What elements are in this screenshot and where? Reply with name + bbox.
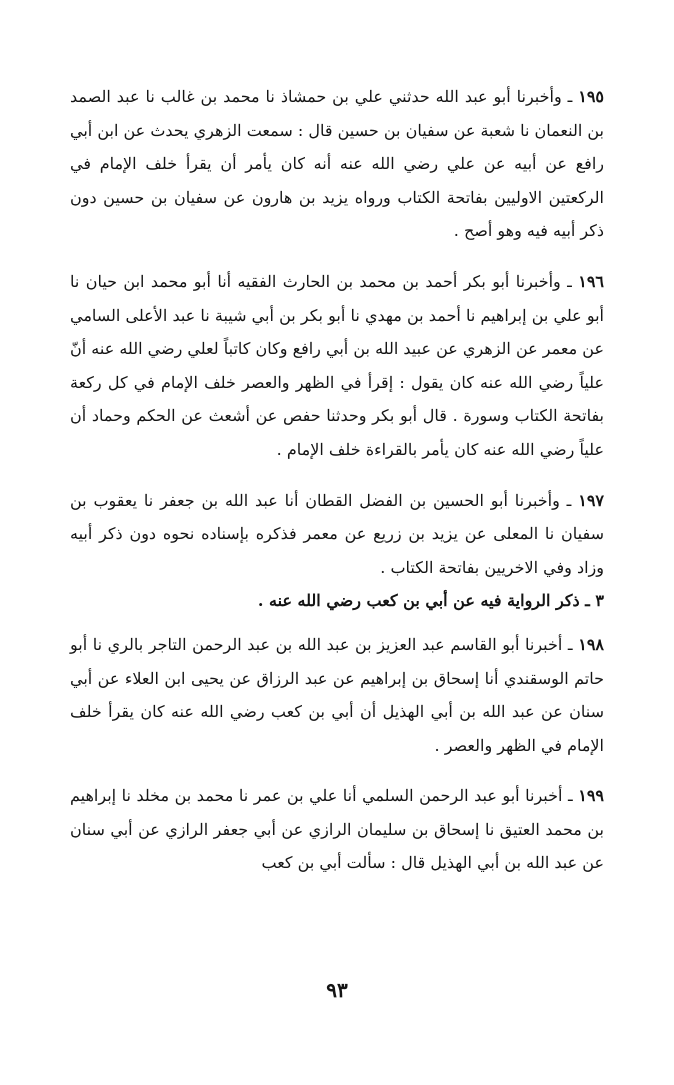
hadith-199 bbox=[70, 779, 604, 880]
hadith-text: ـ وأخبرنا أبو عبد الله حدثني علي بن حمشاذ نا محمد بن غالب نا عبد الصمد بن النعمان نا شعبة عن سفيان بن حسين قال : سمعت الزهري يحدث عن ابن أبي رافع عن أبيه عن علي رضي الله عنه أنه كان يأمر أن يقرأ خلف الإمام في الركعتين الاوليين بفاتحة الكتاب ورواه يزيد بن هارون عن سفيان بن حسين دون ذكر أبيه فيه وهو أصح . bbox=[70, 87, 604, 241]
hadith-198 bbox=[70, 628, 604, 762]
paragraph-gap bbox=[70, 762, 604, 779]
hadith-196 bbox=[70, 265, 604, 467]
paragraph-gap bbox=[70, 248, 604, 265]
hadith-number: ١٩٨ bbox=[578, 634, 604, 654]
hadith-text: ـ وأخبرنا أبو الحسين بن الفضل القطان أنا عبد الله بن جعفر نا يعقوب بن سفيان نا المعلى عن يزيد بن زريع عن معمر فذكره بإسناده نحوه دون ذكر أبيه وزاد وفي الاخريين بفاتحة الكتاب . bbox=[70, 490, 604, 577]
page-number: ٩٣ bbox=[326, 978, 348, 1002]
hadith-text: ـ أخبرنا أبو عبد الرحمن السلمي أنا علي بن عمر نا محمد بن مخلد نا إبراهيم بن محمد العتيق نا إسحاق بن سليمان الرازي عن أبي جعفر الرازي عن أبي سنان عن عبد الله بن أبي الهذيل قال : سألت أبي بن كعب bbox=[70, 786, 604, 873]
hadith-text: ـ وأخبرنا أبو بكر أحمد بن محمد بن الحارث الفقيه أنا أبو محمد ابن حيان نا أبو علي بن إبراهيم نا أحمد بن مهدي نا أبو بكر بن أبي شيبة نا عبد الأعلى السامي عن معمر عن الزهري عن عبيد الله بن أبي رافع وكان كاتباً لعلي رضي الله عنه أنّ علياً رضي الله عنه كان يقول : إقرأ في الظهر والعصر خلف الإمام في كل ركعة بفاتحة الكتاب وسورة . قال أبو بكر وحدثنا حفص عن أشعث عن الحكم وحماد أن علياً رضي الله عنه كان يأمر بالقراءة خلف الإمام . bbox=[70, 271, 604, 459]
hadith-number: ١٩٩ bbox=[578, 786, 604, 806]
hadith-number: ١٩٧ bbox=[578, 490, 605, 510]
hadith-text: ـ أخبرنا أبو القاسم عبد العزيز بن عبد الله بن عبد الرحمن التاجر بالري نا أبو حاتم الوسقندي أنا إسحاق بن إبراهيم عن عبد الرزاق عن يحيى ابن العلاء عن أبي سنان عن عبد الله بن أبي الهذيل أن أبي بن كعب رضي الله عنه كان يقرأ خلف الإمام في الظهر والعصر . bbox=[70, 634, 605, 755]
hadith-number: ١٩٥ bbox=[578, 87, 604, 106]
paragraph-gap bbox=[70, 467, 604, 484]
hadith-197 bbox=[70, 484, 604, 585]
section-heading: ٣ ـ ذكر الرواية فيه عن أبي بن كعب رضي الله عنه . bbox=[257, 591, 604, 611]
hadith-195 bbox=[70, 80, 604, 248]
hadith-number: ١٩٦ bbox=[578, 271, 604, 291]
